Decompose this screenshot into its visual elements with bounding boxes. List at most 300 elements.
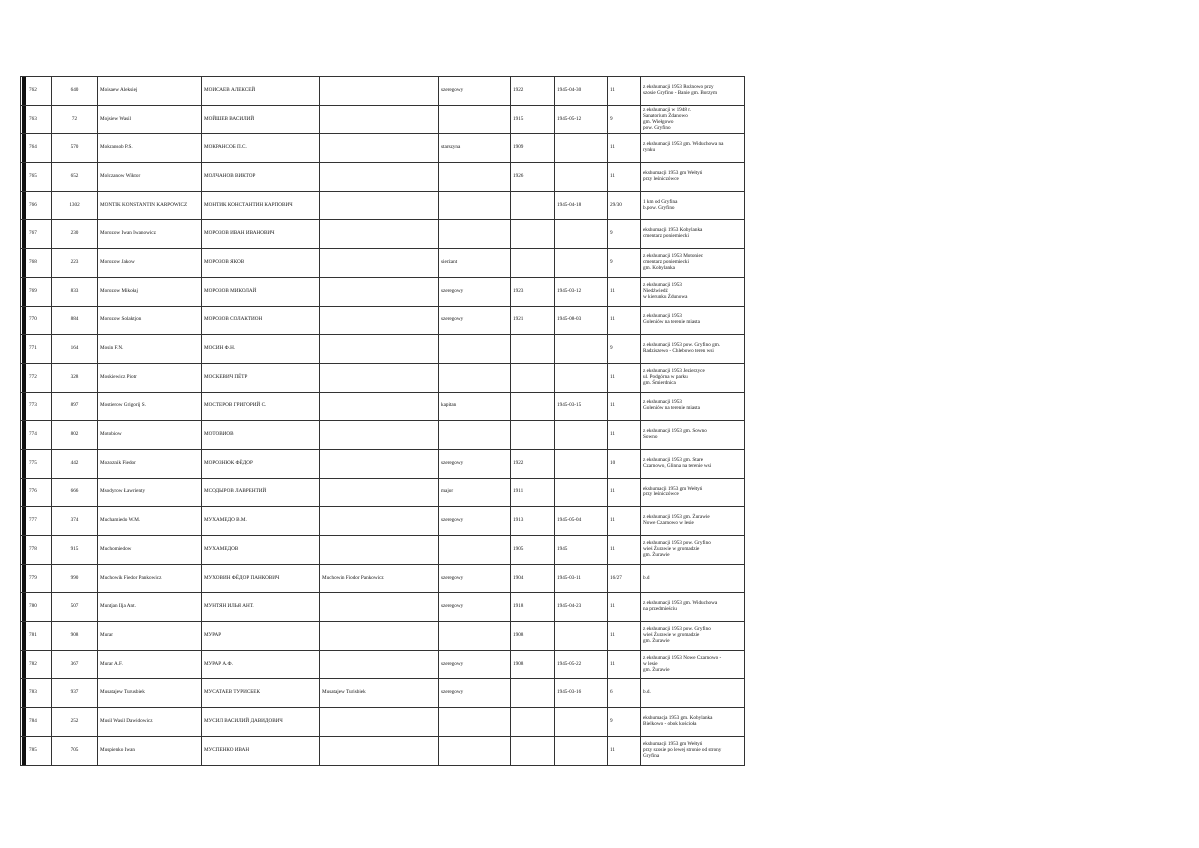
latin-name-cell: Msodyrow Ławrienty — [98, 478, 202, 507]
burial-note-line: ekshumacja 1953 gm. Kobylanka — [643, 715, 713, 721]
death-date-cell — [555, 478, 608, 507]
burial-note-line: ekshumacji 1953 gm Wełtyń — [643, 169, 703, 176]
cyrillic-name-cell: МСОДЫРОВ ЛАВРЕНТИЙ — [202, 478, 320, 507]
latin-name-cell: Murar — [98, 622, 202, 651]
rank-cell — [439, 220, 511, 249]
alternate-name-cell — [320, 392, 439, 421]
rank-cell — [439, 363, 511, 392]
latin-name-cell: Muspienko Iwan — [98, 736, 202, 765]
records-sheet — [20, 76, 745, 766]
burial-note-line: na przedmieściu — [643, 606, 677, 613]
burial-note-cell — [641, 249, 745, 278]
cyrillic-name-cell: МУСАТАЕВ ТУРИСБЕК — [202, 679, 320, 708]
alternate-name-cell — [320, 536, 439, 565]
grave-number-cell: 11 — [608, 507, 641, 536]
burial-note-cell — [641, 564, 745, 593]
record-id-cell: 802 — [52, 421, 98, 450]
burial-note-line: Sowno — [643, 434, 658, 441]
table-row — [21, 449, 745, 478]
alternate-name-cell — [320, 163, 439, 192]
birth-year-cell: 1911 — [511, 478, 555, 507]
burial-note-cell — [641, 335, 745, 364]
record-id-cell: 223 — [52, 249, 98, 278]
record-number-cell: 770 — [21, 306, 52, 335]
record-id-cell: 442 — [52, 449, 98, 478]
birth-year-cell: 1923 — [511, 277, 555, 306]
burial-note-line: gm. Kobylanka — [643, 264, 675, 271]
death-date-cell — [555, 335, 608, 364]
record-id-cell: 230 — [52, 220, 98, 249]
latin-name-cell: Musatajew Turusbiek — [98, 679, 202, 708]
cyrillic-name-cell: МУРАР — [202, 622, 320, 651]
rank-cell: starszyna — [439, 134, 511, 163]
burial-note-line: z ekshumacji 1953 gm. Widuchowa — [643, 600, 718, 607]
burial-note-line: cmentarz poniemiecki — [643, 233, 689, 240]
cyrillic-name-cell: МОСКЕВИЧ ПЁТР — [202, 363, 320, 392]
alternate-name-cell: Muchowin Fiodor Pankowicz — [320, 564, 439, 593]
record-number-cell: 762 — [21, 77, 52, 106]
table-row — [21, 306, 745, 335]
record-id-cell: 367 — [52, 650, 98, 679]
table-row — [21, 478, 745, 507]
birth-year-cell: 1915 — [511, 105, 555, 134]
alternate-name-cell — [320, 335, 439, 364]
burial-note-cell — [641, 507, 745, 536]
record-number-cell: 784 — [21, 708, 52, 737]
burial-note-line: ul. Podgórna w parku — [643, 373, 688, 380]
records-table-body — [21, 77, 745, 766]
latin-name-cell: Moskiewicz Piotr — [98, 363, 202, 392]
record-number-cell: 764 — [21, 134, 52, 163]
birth-year-cell: 1913 — [511, 507, 555, 536]
cyrillic-name-cell: МОКРАНСОБ П.С. — [202, 134, 320, 163]
burial-note-line: ekshumacji 1953 Kobylanka — [643, 227, 703, 234]
record-number-cell: 778 — [21, 536, 52, 565]
burial-note-line: gm. Wiełgowo — [643, 118, 674, 125]
table-row — [21, 249, 745, 278]
birth-year-cell: 1908 — [511, 650, 555, 679]
cyrillic-name-cell: МУНТЯН ИЛЬЯ АНТ. — [202, 593, 320, 622]
grave-number-cell: 11 — [608, 363, 641, 392]
table-row — [21, 536, 745, 565]
cyrillic-name-cell: МУРАР А.Ф. — [202, 650, 320, 679]
grave-number-cell: 11 — [608, 392, 641, 421]
death-date-cell — [555, 449, 608, 478]
cyrillic-name-cell: МОТОВИОВ — [202, 421, 320, 450]
birth-year-cell: 1922 — [511, 449, 555, 478]
rank-cell: szeregowy — [439, 507, 511, 536]
burial-note-line: rynku — [643, 147, 656, 154]
grave-number-cell: 10 — [608, 449, 641, 478]
rank-cell: szeregowy — [439, 679, 511, 708]
record-id-cell: 252 — [52, 708, 98, 737]
grave-number-cell: 11 — [608, 622, 641, 651]
record-id-cell: 570 — [52, 134, 98, 163]
alternate-name-cell — [320, 77, 439, 106]
record-id-cell: 1302 — [52, 191, 98, 220]
record-id-cell: 507 — [52, 593, 98, 622]
record-number-cell: 765 — [21, 163, 52, 192]
rank-cell: major — [439, 478, 511, 507]
burial-note-line: wieś Żurawie w gromadzie — [643, 631, 700, 638]
cyrillic-name-cell: МОСИН Ф.Н. — [202, 335, 320, 364]
latin-name-cell: Motobiow — [98, 421, 202, 450]
burial-note-line: z ekshumacji 1953 — [643, 399, 682, 406]
latin-name-cell: Musil Wasil Dawidowicz — [98, 708, 202, 737]
burial-note-line: z ekshumacji 1953 — [643, 281, 682, 288]
cyrillic-name-cell: МОИСАЕВ АЛЕКСЕЙ — [202, 77, 320, 106]
cyrillic-name-cell: МОНТИК КОНСТАНТИН КАРПОВИЧ — [202, 191, 320, 220]
record-number-cell: 776 — [21, 478, 52, 507]
burial-note-line: Nowe Czarnowo w lesie — [643, 520, 694, 527]
record-number-cell: 782 — [21, 650, 52, 679]
grave-number-cell: 9 — [608, 335, 641, 364]
death-date-cell — [555, 220, 608, 249]
burial-note-line: Czarnowo, Glinna na terenie wsi — [643, 462, 712, 469]
record-number-cell: 771 — [21, 335, 52, 364]
table-row — [21, 363, 745, 392]
alternate-name-cell — [320, 363, 439, 392]
latin-name-cell: Mosin F.N. — [98, 335, 202, 364]
latin-name-cell: Mokransob P.S. — [98, 134, 202, 163]
table-row — [21, 335, 745, 364]
table-row — [21, 593, 745, 622]
alternate-name-cell — [320, 650, 439, 679]
latin-name-cell: Mostierow Grigorij S. — [98, 392, 202, 421]
death-date-cell: 1945-04-23 — [555, 593, 608, 622]
latin-name-cell: Mozoznik Fiedor — [98, 449, 202, 478]
record-number-cell: 785 — [21, 736, 52, 765]
record-number-cell: 768 — [21, 249, 52, 278]
birth-year-cell — [511, 220, 555, 249]
grave-number-cell: 11 — [608, 736, 641, 765]
record-number-cell: 766 — [21, 191, 52, 220]
death-date-cell: 1945-08-03 — [555, 306, 608, 335]
grave-number-cell: 11 — [608, 593, 641, 622]
record-number-cell: 775 — [21, 449, 52, 478]
table-row — [21, 507, 745, 536]
record-number-cell: 769 — [21, 277, 52, 306]
death-date-cell — [555, 736, 608, 765]
burial-note-line: z ekshumacji 1953 gm. Stare — [643, 456, 704, 463]
death-date-cell: 1945 — [555, 536, 608, 565]
burial-note-line: z ekshumacji 1953 gm. Widuchowa na — [643, 141, 724, 148]
rank-cell: szeregowy — [439, 449, 511, 478]
cyrillic-name-cell: МОЛЧАНОВ ВИКТОР — [202, 163, 320, 192]
burial-note-cell — [641, 708, 745, 737]
alternate-name-cell: Musatajew Turisbiek — [320, 679, 439, 708]
grave-number-cell: 11 — [608, 163, 641, 192]
table-row — [21, 650, 745, 679]
birth-year-cell — [511, 679, 555, 708]
cyrillic-name-cell: МУХАМЕДО В.М. — [202, 507, 320, 536]
burial-note-line: przy szosie po lewej stronie od strony — [643, 746, 722, 753]
rank-cell — [439, 191, 511, 220]
burial-note-line: gm. Żurawie — [643, 666, 670, 673]
cyrillic-name-cell: МУСПЕНКО ИВАН — [202, 736, 320, 765]
alternate-name-cell — [320, 249, 439, 278]
record-number-cell: 774 — [21, 421, 52, 450]
table-row — [21, 564, 745, 593]
burial-note-cell — [641, 77, 745, 106]
cyrillic-name-cell: МОРОЗОВ СОЛАКТИОН — [202, 306, 320, 335]
alternate-name-cell — [320, 220, 439, 249]
alternate-name-cell — [320, 708, 439, 737]
burial-note-line: z ekshumacji 1953 gm. Żurawie — [643, 514, 710, 521]
burial-note-line: 1 km od Gryfina — [643, 198, 678, 205]
alternate-name-cell — [320, 306, 439, 335]
birth-year-cell — [511, 249, 555, 278]
record-id-cell: 908 — [52, 622, 98, 651]
burial-note-line: b.pow. Gryfino — [643, 204, 675, 211]
burial-note-cell — [641, 478, 745, 507]
death-date-cell: 1945-03-16 — [555, 679, 608, 708]
rank-cell — [439, 163, 511, 192]
record-id-cell: 666 — [52, 478, 98, 507]
record-id-cell: 990 — [52, 564, 98, 593]
grave-number-cell: 9 — [608, 708, 641, 737]
burial-note-line: ekshumacji 1953 gm Wełtyń — [643, 740, 703, 747]
table-row — [21, 191, 745, 220]
death-date-cell: 1945-03-11 — [555, 564, 608, 593]
burial-note-line: Gryfina — [643, 752, 660, 759]
death-date-cell: 1945-03-15 — [555, 392, 608, 421]
burial-note-line: Niedźwiedź — [643, 287, 668, 294]
record-number-cell: 783 — [21, 679, 52, 708]
record-id-cell: 833 — [52, 277, 98, 306]
birth-year-cell: 1922 — [511, 77, 555, 106]
record-number-cell: 777 — [21, 507, 52, 536]
burial-note-line: w lesie — [643, 660, 658, 667]
cyrillic-name-cell: МУХОВИН ФЁДОР ПАНКОВИЧ — [202, 564, 320, 593]
birth-year-cell — [511, 335, 555, 364]
latin-name-cell: Muntjan Ilja Ant. — [98, 593, 202, 622]
burial-note-line: z ekshumacji 1953 Motoniec — [643, 253, 704, 260]
rank-cell: szeregowy — [439, 77, 511, 106]
death-date-cell: 1945-04-18 — [555, 191, 608, 220]
burial-note-line: gm. Śmierdnica — [643, 379, 676, 386]
birth-year-cell: 1904 — [511, 564, 555, 593]
cyrillic-name-cell: МОСТЕРОВ ГРИГОРИЙ С. — [202, 392, 320, 421]
latin-name-cell: Mojsiew Wasil — [98, 105, 202, 134]
burial-note-line: Goleniów na terenie miasta — [643, 405, 700, 412]
burial-note-line: z ekshumacji 1953 pow. Gryfino — [643, 625, 711, 632]
death-date-cell — [555, 163, 608, 192]
alternate-name-cell — [320, 421, 439, 450]
record-id-cell: 328 — [52, 363, 98, 392]
cyrillic-name-cell: МОЙШЕВ ВАСИЛИЙ — [202, 105, 320, 134]
burial-note-cell — [641, 134, 745, 163]
rank-cell: szeregowy — [439, 593, 511, 622]
alternate-name-cell — [320, 105, 439, 134]
record-number-cell: 772 — [21, 363, 52, 392]
table-row — [21, 708, 745, 737]
rank-cell — [439, 622, 511, 651]
rank-cell — [439, 536, 511, 565]
cyrillic-name-cell: МУСИЛ ВАСИЛИЙ ДАВИДОВИЧ — [202, 708, 320, 737]
record-number-cell: 779 — [21, 564, 52, 593]
grave-number-cell: 11 — [608, 306, 641, 335]
birth-year-cell — [511, 191, 555, 220]
burial-note-line: Goleniów na terenie miasta — [643, 319, 700, 326]
grave-number-cell: 6 — [608, 679, 641, 708]
table-row — [21, 277, 745, 306]
rank-cell — [439, 421, 511, 450]
death-date-cell: 1945-05-04 — [555, 507, 608, 536]
record-id-cell: 897 — [52, 392, 98, 421]
latin-name-cell: Morozow Jakow — [98, 249, 202, 278]
burial-note-line: pow. Gryfino — [643, 124, 671, 131]
burial-note-cell — [641, 306, 745, 335]
alternate-name-cell — [320, 593, 439, 622]
burial-note-line: z ekshumacji 1953 Jezierzyce — [643, 367, 705, 374]
death-date-cell: 1945-03-12 — [555, 277, 608, 306]
burial-note-line: gm. Żurawie — [643, 551, 670, 558]
death-date-cell: 1945-05-12 — [555, 105, 608, 134]
burial-note-line: z ekshumacji 1953 Nowe Czarnowo - — [643, 654, 722, 661]
burial-note-cell — [641, 650, 745, 679]
cyrillic-name-cell: МУХАМЕДОВ — [202, 536, 320, 565]
rank-cell — [439, 335, 511, 364]
burial-note-cell — [641, 536, 745, 565]
burial-note-line: b.d. — [643, 689, 651, 696]
burial-note-cell — [641, 392, 745, 421]
record-id-cell: 640 — [52, 77, 98, 106]
burial-note-line: gm. Żurawie — [643, 637, 670, 644]
alternate-name-cell — [320, 191, 439, 220]
death-date-cell — [555, 249, 608, 278]
birth-year-cell: 1905 — [511, 536, 555, 565]
grave-number-cell: 11 — [608, 536, 641, 565]
record-id-cell: 705 — [52, 736, 98, 765]
burial-note-line: Bielkowo - obok kościoła — [643, 720, 697, 727]
burial-note-line: z ekshumacji 1953 pow. Gryfino gm. — [643, 342, 721, 349]
table-row — [21, 736, 745, 765]
record-number-cell: 773 — [21, 392, 52, 421]
table-row — [21, 105, 745, 134]
cyrillic-name-cell: МОРОЗОВ ЯКОВ — [202, 249, 320, 278]
death-date-cell — [555, 363, 608, 392]
birth-year-cell — [511, 421, 555, 450]
burial-note-line: z ekshumacji 1953 gm. Sowno — [643, 428, 707, 435]
latin-name-cell: Murar A.F. — [98, 650, 202, 679]
birth-year-cell: 1921 — [511, 306, 555, 335]
grave-number-cell: 11 — [608, 277, 641, 306]
burial-note-cell — [641, 736, 745, 765]
birth-year-cell — [511, 363, 555, 392]
burial-note-cell — [641, 277, 745, 306]
record-id-cell: 652 — [52, 163, 98, 192]
records-table — [20, 76, 745, 766]
burial-note-cell — [641, 421, 745, 450]
alternate-name-cell — [320, 478, 439, 507]
rank-cell: szeregowy — [439, 277, 511, 306]
birth-year-cell: 1918 — [511, 593, 555, 622]
table-row — [21, 134, 745, 163]
burial-note-cell — [641, 449, 745, 478]
alternate-name-cell — [320, 277, 439, 306]
birth-year-cell: 1909 — [511, 134, 555, 163]
latin-name-cell: MONTIK KONSTANTIN KARPOWICZ — [98, 191, 202, 220]
birth-year-cell — [511, 708, 555, 737]
alternate-name-cell — [320, 736, 439, 765]
death-date-cell — [555, 708, 608, 737]
latin-name-cell: Moisaew Aleksiej — [98, 77, 202, 106]
burial-note-line: b.d — [643, 574, 650, 581]
latin-name-cell: Molczanow Wiktor — [98, 163, 202, 192]
record-number-cell: 780 — [21, 593, 52, 622]
table-row — [21, 421, 745, 450]
record-number-cell: 763 — [21, 105, 52, 134]
latin-name-cell: Morozow Iwan Iwanowicz — [98, 220, 202, 249]
table-row — [21, 392, 745, 421]
burial-note-line: wieś Żurawie w gromadzie — [643, 545, 700, 552]
burial-note-line: przy leśniczówce — [643, 175, 679, 182]
record-number-cell: 781 — [21, 622, 52, 651]
birth-year-cell — [511, 736, 555, 765]
burial-note-line: w kierunku Żdunowa — [643, 293, 688, 300]
burial-note-line: z ekshumacji w 1948 r. — [643, 106, 691, 113]
rank-cell: szeregowy — [439, 306, 511, 335]
rank-cell: szeregowy — [439, 564, 511, 593]
record-id-cell: 884 — [52, 306, 98, 335]
alternate-name-cell — [320, 134, 439, 163]
table-row — [21, 622, 745, 651]
record-id-cell: 937 — [52, 679, 98, 708]
burial-note-cell — [641, 363, 745, 392]
rank-cell — [439, 708, 511, 737]
record-id-cell: 374 — [52, 507, 98, 536]
record-id-cell: 164 — [52, 335, 98, 364]
death-date-cell: 1945-05-22 — [555, 650, 608, 679]
cyrillic-name-cell: МОРОЗНЮК ФЁДОР — [202, 449, 320, 478]
burial-note-cell — [641, 593, 745, 622]
burial-note-cell — [641, 163, 745, 192]
birth-year-cell: 1908 — [511, 622, 555, 651]
table-row — [21, 77, 745, 106]
death-date-cell — [555, 622, 608, 651]
burial-note-line: cmentarz poniemiecki — [643, 258, 689, 265]
alternate-name-cell — [320, 449, 439, 478]
record-id-cell: 72 — [52, 105, 98, 134]
grave-number-cell: 9 — [608, 249, 641, 278]
birth-year-cell: 1926 — [511, 163, 555, 192]
record-number-cell: 767 — [21, 220, 52, 249]
death-date-cell — [555, 134, 608, 163]
alternate-name-cell — [320, 622, 439, 651]
table-row — [21, 163, 745, 192]
grave-number-cell: 29/30 — [608, 191, 641, 220]
latin-name-cell: Morozow Mikołaj — [98, 277, 202, 306]
latin-name-cell: Muchowik Fiedor Pankowicz — [98, 564, 202, 593]
burial-note-line: szosie Gryfino - Banie gm. Borzym — [643, 89, 718, 96]
death-date-cell — [555, 421, 608, 450]
latin-name-cell: Muchomiedow — [98, 536, 202, 565]
rank-cell: szeregowy — [439, 650, 511, 679]
rank-cell: kapitan — [439, 392, 511, 421]
grave-number-cell: 11 — [608, 650, 641, 679]
rank-cell: sierżant — [439, 249, 511, 278]
birth-year-cell — [511, 392, 555, 421]
rank-cell — [439, 736, 511, 765]
grave-number-cell: 11 — [608, 478, 641, 507]
record-id-cell: 915 — [52, 536, 98, 565]
grave-number-cell: 11 — [608, 421, 641, 450]
burial-note-line: Sanatorium Żdanowo — [643, 112, 688, 119]
grave-number-cell: 9 — [608, 105, 641, 134]
grave-number-cell: 16/27 — [608, 564, 641, 593]
table-row — [21, 679, 745, 708]
